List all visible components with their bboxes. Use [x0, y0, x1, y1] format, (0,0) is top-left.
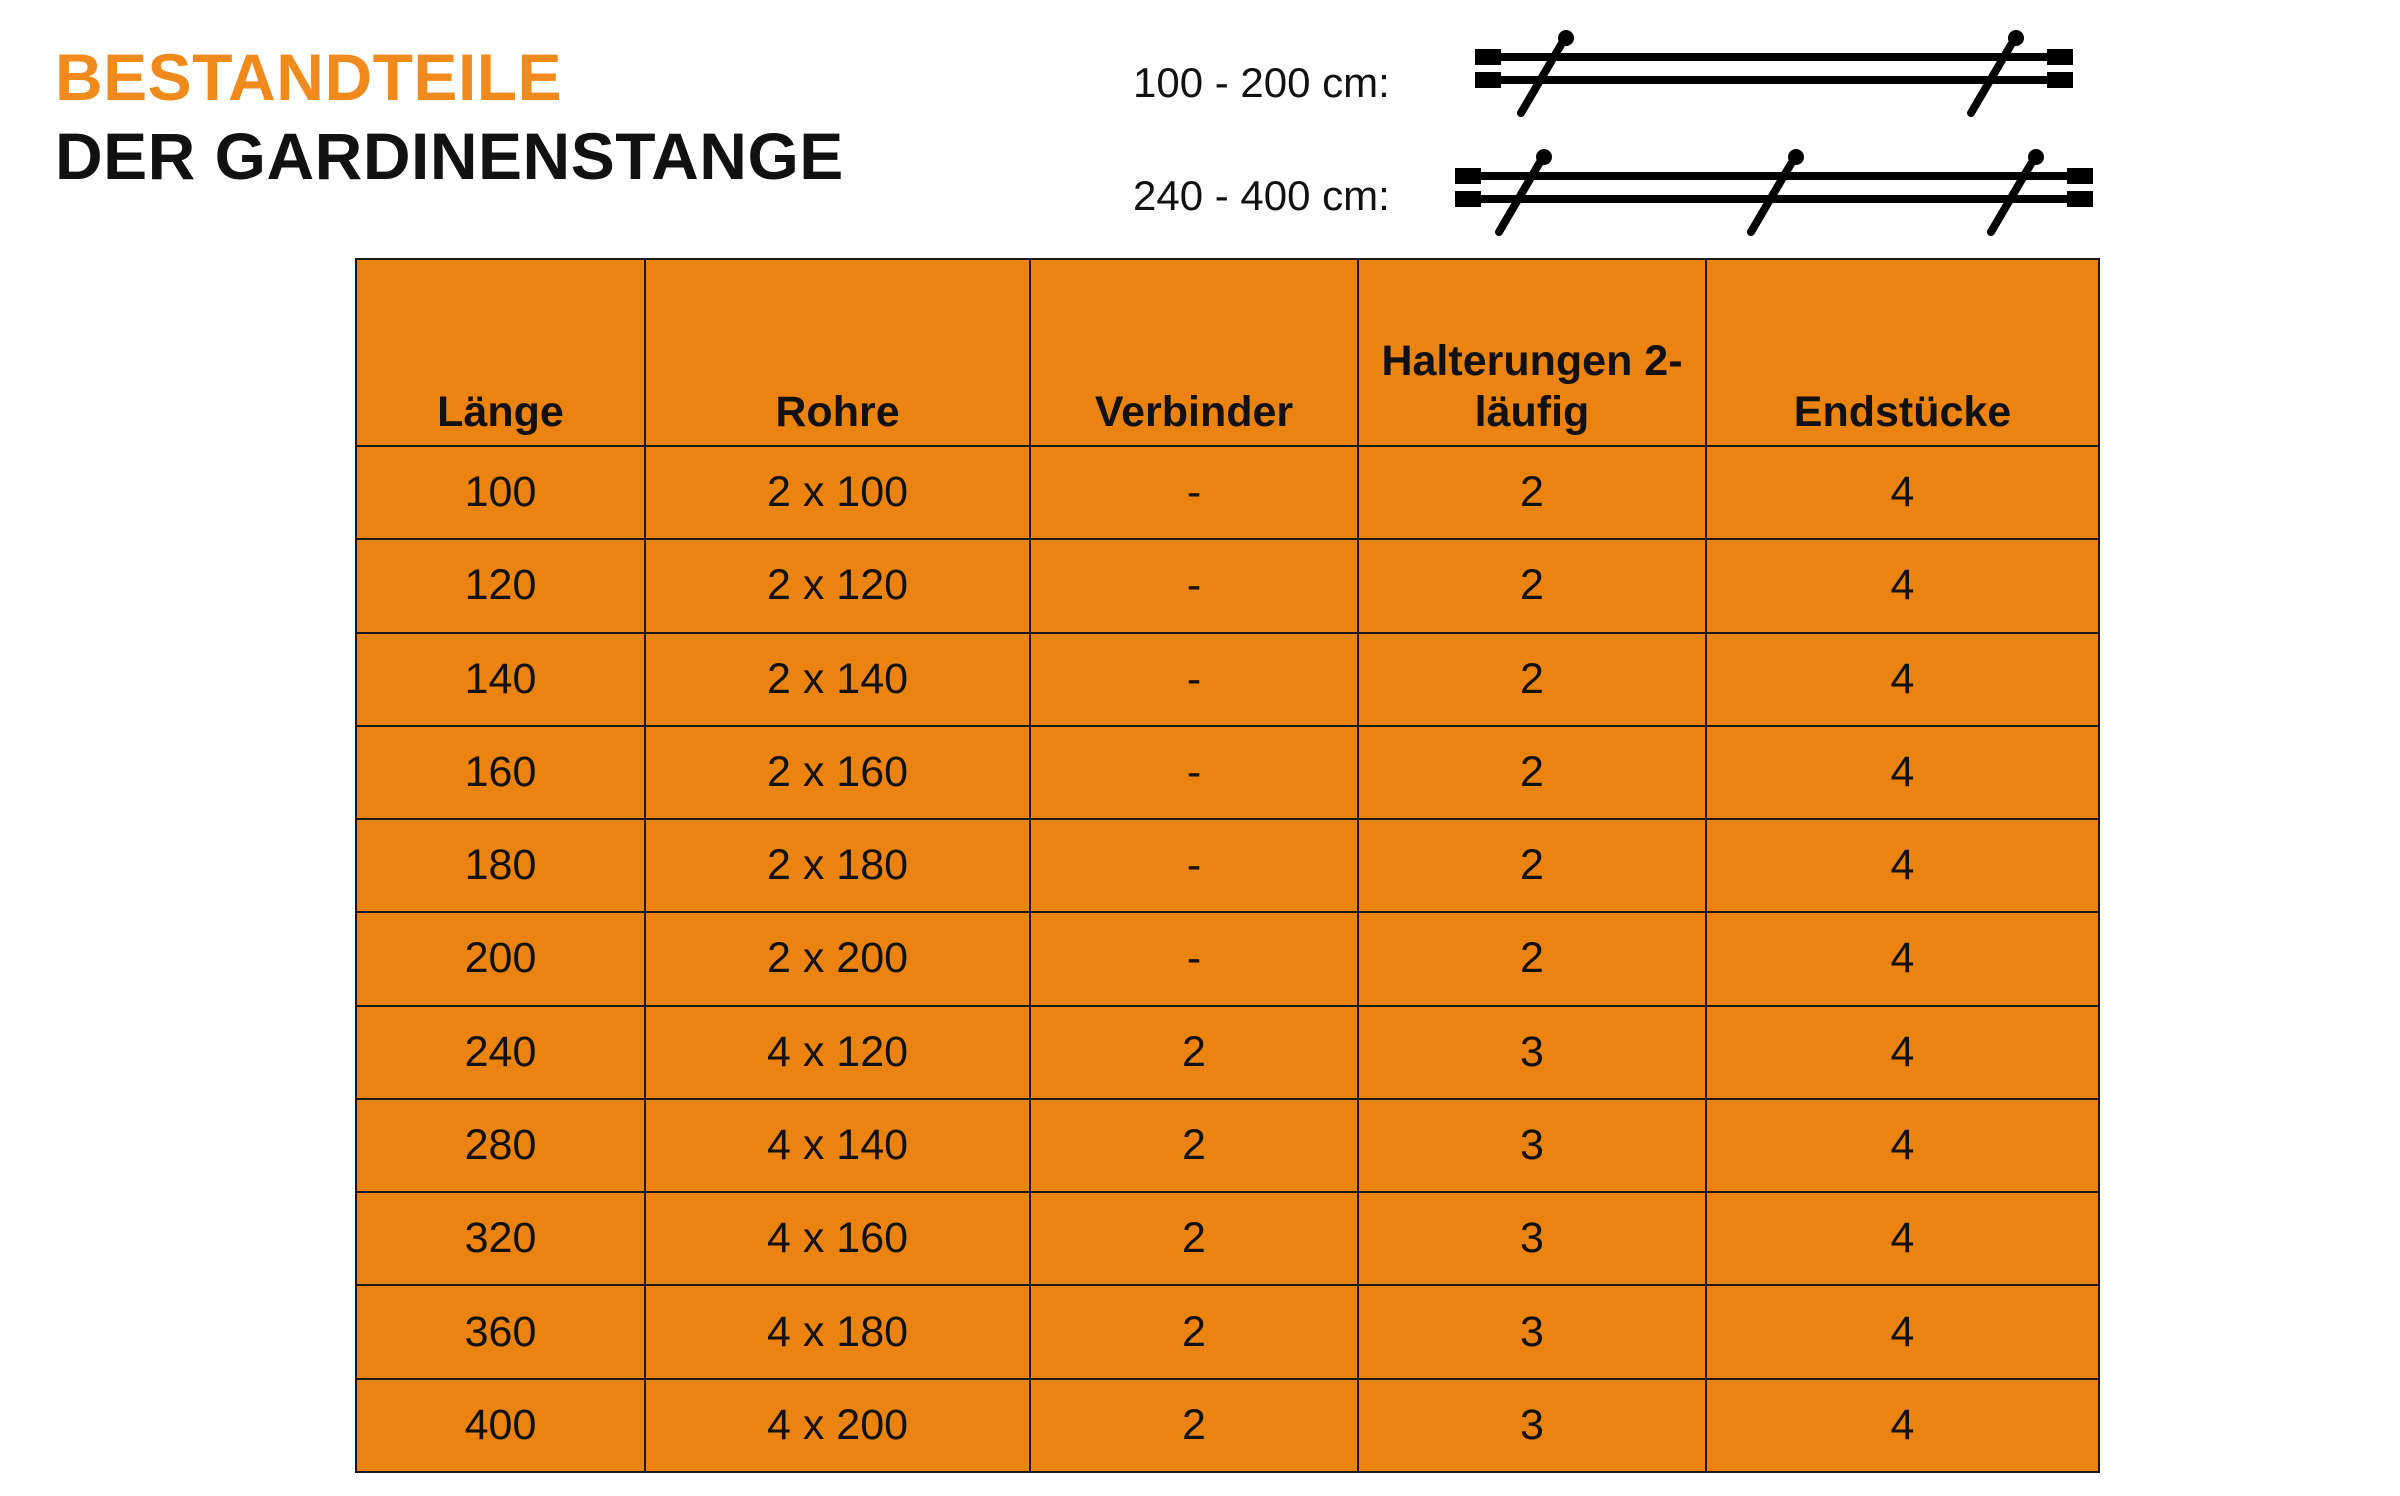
double-curtain-rod-2-brackets-icon — [1475, 28, 2075, 128]
cell-length: 200 — [356, 912, 645, 1005]
cell-end-pieces: 4 — [1706, 1192, 2099, 1285]
cell-brackets: 3 — [1358, 1285, 1706, 1378]
cell-length: 120 — [356, 539, 645, 632]
cell-connectors: - — [1030, 446, 1358, 539]
cell-tubes: 2 x 100 — [645, 446, 1030, 539]
cell-length: 180 — [356, 819, 645, 912]
cell-tubes: 4 x 200 — [645, 1379, 1030, 1472]
table-body — [356, 446, 2099, 1472]
cell-connectors: - — [1030, 726, 1358, 819]
table-row — [356, 1192, 2099, 1285]
table-header-row — [356, 259, 2099, 446]
header-length: Länge — [356, 259, 645, 446]
table-row — [356, 819, 2099, 912]
cell-tubes: 2 x 120 — [645, 539, 1030, 632]
cell-connectors: 2 — [1030, 1192, 1358, 1285]
cell-length: 400 — [356, 1379, 645, 1472]
cell-connectors: - — [1030, 539, 1358, 632]
variant-label-short: 100 - 200 cm: — [1133, 59, 1390, 106]
cell-end-pieces: 4 — [1706, 539, 2099, 632]
cell-brackets: 2 — [1358, 912, 1706, 1005]
cell-brackets: 2 — [1358, 633, 1706, 726]
title-line-1: BESTANDTEILE — [55, 40, 563, 114]
cell-tubes: 2 x 140 — [645, 633, 1030, 726]
double-curtain-rod-3-brackets-icon — [1455, 145, 2095, 245]
cell-end-pieces: 4 — [1706, 1099, 2099, 1192]
table-row — [356, 726, 2099, 819]
cell-brackets: 2 — [1358, 539, 1706, 632]
variant-label-long: 240 - 400 cm: — [1133, 172, 1390, 219]
cell-brackets: 2 — [1358, 726, 1706, 819]
cell-brackets: 2 — [1358, 819, 1706, 912]
cell-connectors: 2 — [1030, 1285, 1358, 1378]
cell-brackets: 3 — [1358, 1192, 1706, 1285]
cell-brackets: 2 — [1358, 446, 1706, 539]
cell-tubes: 2 x 200 — [645, 912, 1030, 1005]
header-connectors: Verbinder — [1030, 259, 1358, 446]
header-tubes: Rohre — [645, 259, 1030, 446]
cell-length: 320 — [356, 1192, 645, 1285]
cell-length: 160 — [356, 726, 645, 819]
table-row — [356, 539, 2099, 632]
cell-length: 100 — [356, 446, 645, 539]
table-row — [356, 912, 2099, 1005]
table-row — [356, 1099, 2099, 1192]
components-table — [355, 258, 2100, 1473]
cell-length: 240 — [356, 1006, 645, 1099]
cell-length: 140 — [356, 633, 645, 726]
cell-end-pieces: 4 — [1706, 1285, 2099, 1378]
cell-connectors: - — [1030, 912, 1358, 1005]
cell-connectors: - — [1030, 819, 1358, 912]
header-brackets: Halterungen 2-läufig — [1358, 259, 1706, 446]
cell-end-pieces: 4 — [1706, 726, 2099, 819]
cell-tubes: 4 x 180 — [645, 1285, 1030, 1378]
cell-connectors: 2 — [1030, 1006, 1358, 1099]
cell-end-pieces: 4 — [1706, 912, 2099, 1005]
cell-end-pieces: 4 — [1706, 1006, 2099, 1099]
page-title — [55, 40, 844, 193]
cell-connectors: 2 — [1030, 1099, 1358, 1192]
table-row — [356, 446, 2099, 539]
cell-tubes: 4 x 160 — [645, 1192, 1030, 1285]
cell-brackets: 3 — [1358, 1099, 1706, 1192]
cell-brackets: 3 — [1358, 1006, 1706, 1099]
cell-end-pieces: 4 — [1706, 1379, 2099, 1472]
table-row — [356, 1006, 2099, 1099]
cell-length: 360 — [356, 1285, 645, 1378]
table-row — [356, 633, 2099, 726]
cell-tubes: 2 x 160 — [645, 726, 1030, 819]
title-line-2: DER GARDINENSTANGE — [55, 119, 844, 193]
table-row — [356, 1285, 2099, 1378]
cell-connectors: - — [1030, 633, 1358, 726]
cell-end-pieces: 4 — [1706, 633, 2099, 726]
cell-end-pieces: 4 — [1706, 819, 2099, 912]
cell-tubes: 4 x 140 — [645, 1099, 1030, 1192]
cell-connectors: 2 — [1030, 1379, 1358, 1472]
cell-end-pieces: 4 — [1706, 446, 2099, 539]
header-end-pieces: Endstücke — [1706, 259, 2099, 446]
table-row — [356, 1379, 2099, 1472]
cell-tubes: 4 x 120 — [645, 1006, 1030, 1099]
cell-tubes: 2 x 180 — [645, 819, 1030, 912]
cell-length: 280 — [356, 1099, 645, 1192]
cell-brackets: 3 — [1358, 1379, 1706, 1472]
